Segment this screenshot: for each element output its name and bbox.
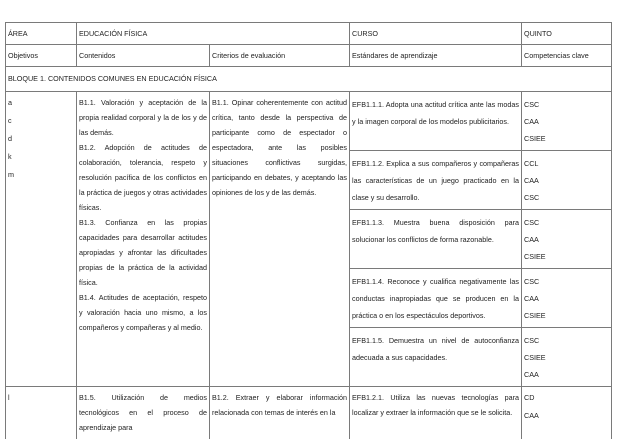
competencia-code: CSC (524, 336, 540, 345)
competencias-cell (522, 92, 612, 387)
estandar-item: EFB1.2.1. Utiliza las nuevas tecnologías para localizar y extraer la información que se le solicita. (350, 387, 522, 439)
objetivos-cell: l (6, 387, 77, 439)
competencia-code: CSIEE (524, 311, 546, 320)
competencias-cell (522, 387, 612, 439)
criterio-cell: B1.1. Opinar coherentemente con actitud crítica, tanto desde la perspectiva de participante como de espectador o espectadora, ante las posibles situaciones conflictivas surgidas, participando en debates, y aceptando las opiniones de los y de las demás. (210, 92, 350, 387)
header-row (6, 23, 612, 45)
objetivo-item: k (8, 152, 12, 161)
objetivo-item: a (8, 98, 12, 107)
contenido-item: B1.4. Actitudes de aceptación, respeto y valoración hacia uno mismo, a los compañeros y compañeras y al medio. (79, 293, 207, 332)
estandares-cell (350, 92, 522, 387)
competencia-code: CSC (524, 100, 540, 109)
objetivo-item: d (8, 134, 12, 143)
block-content-row (6, 92, 612, 387)
contenido-item: B1.3. Confianza en las propias capacidades para desarrollar actitudes apropiadas y afrontar las dificultades propias de la práctica de la actividad física. (79, 218, 207, 287)
competencia-code: CAA (524, 117, 539, 126)
competencias-group (522, 269, 611, 328)
estandar-item: EFB1.1.3. Muestra buena disposición para solucionar los conflictos de forma razonable. (350, 210, 521, 269)
competencias-group (522, 151, 611, 210)
block-title: BLOQUE 1. CONTENIDOS COMUNES EN EDUCACIÓN FÍSICA (6, 67, 612, 92)
criterio-cell: B1.2. Extraer y elaborar información relacionada con temas de interés en la (210, 387, 350, 439)
block-title-row (6, 67, 612, 92)
curso-label: CURSO (350, 23, 522, 45)
second-criterion-row (6, 387, 612, 439)
competencia-code: CAA (524, 294, 539, 303)
competencias-group (522, 210, 611, 269)
curso-value: QUINTO (522, 23, 612, 45)
objetivo-item: c (8, 116, 12, 125)
estandar-item: EFB1.1.1. Adopta una actitud crítica ante las modas y la imagen corporal de los modelos publicitarios. (350, 92, 521, 151)
contenidos-cell: B1.5. Utilización de medios tecnológicos en el proceso de aprendizaje para (77, 387, 210, 439)
col-estandares: Estándares de aprendizaje (350, 45, 522, 67)
col-criterios: Criterios de evaluación (210, 45, 350, 67)
competencia-code: CSIEE (524, 134, 546, 143)
area-label: ÁREA (6, 23, 77, 45)
estandar-item: EFB1.1.4. Reconoce y cualifica negativamente las conductas inapropiadas que se producen en la práctica o en los espectáculos deportivos. (350, 269, 521, 328)
contenidos-cell (77, 92, 210, 387)
competencia-code: CAA (524, 370, 539, 379)
curriculum-table (5, 22, 612, 439)
area-value: EDUCACIÓN FÍSICA (77, 23, 350, 45)
competencia-code: CSC (524, 218, 540, 227)
col-objetivos: Objetivos (6, 45, 77, 67)
competencias-group (522, 328, 611, 386)
competencia-code: CAA (524, 176, 539, 185)
competencia-code: CAA (524, 411, 539, 420)
competencias-group (522, 92, 611, 151)
column-header-row (6, 45, 612, 67)
competencia-code: CSIEE (524, 353, 546, 362)
contenido-item: B1.2. Adopción de actitudes de colaboración, tolerancia, respeto y resolución pacífica de los conflictos en la práctica de juegos y otras actividades físicas. (79, 143, 207, 212)
estandar-item: EFB1.1.2. Explica a sus compañeros y compañeras las características de un juego practicado en la clase y su desarrollo. (350, 151, 521, 210)
competencia-code: CSIEE (524, 252, 546, 261)
objetivo-item: m (8, 170, 14, 179)
competencia-code: CCL (524, 159, 539, 168)
contenido-item: B1.1. Valoración y aceptación de la propia realidad corporal y la de los y de las demás. (79, 98, 207, 137)
competencia-code: CD (524, 393, 535, 402)
competencia-code: CAA (524, 235, 539, 244)
col-contenidos: Contenidos (77, 45, 210, 67)
objetivos-cell (6, 92, 77, 387)
competencia-code: CSC (524, 277, 540, 286)
estandar-item: EFB1.1.5. Demuestra un nivel de autoconfianza adecuada a sus capacidades. (352, 336, 520, 362)
col-competencias: Competencias clave (522, 45, 612, 67)
competencia-code: CSC (524, 193, 540, 202)
